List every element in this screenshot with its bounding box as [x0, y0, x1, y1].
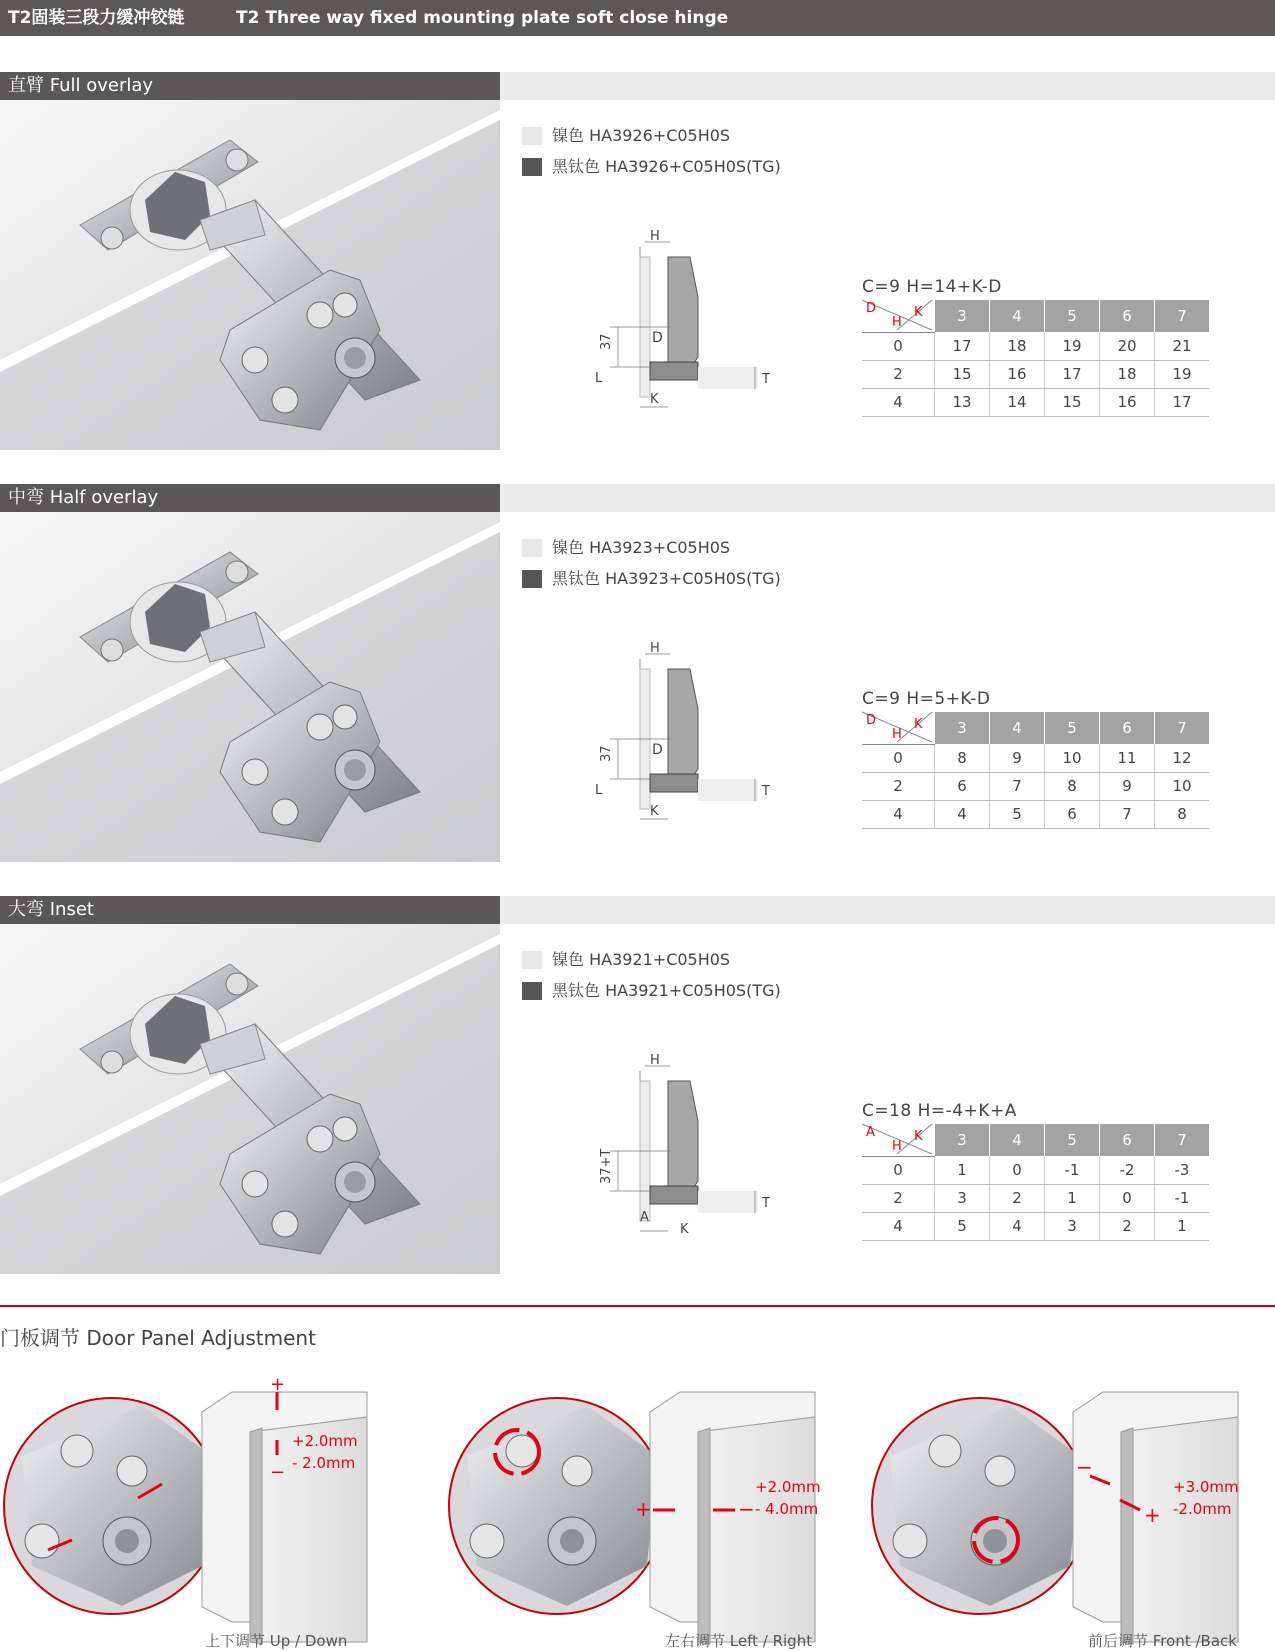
col-header: 3 [935, 1124, 990, 1156]
adjust-caption: 上下调节 Up / Down [205, 1632, 348, 1650]
label-k: K [680, 1222, 689, 1237]
row-header: 0 [862, 744, 935, 772]
label-k: K [650, 804, 659, 819]
plus-sign: + [635, 1497, 652, 1521]
adjust-illustration [445, 1380, 845, 1620]
label-h: H [650, 229, 660, 244]
table-cell: 2 [1100, 1212, 1155, 1240]
table-cell: 17 [1155, 388, 1210, 416]
table-cell: 0 [1100, 1184, 1155, 1212]
variant-nickel [522, 126, 781, 157]
table-cell: 10 [1155, 772, 1210, 800]
section-title: 大弯 Inset [0, 896, 500, 924]
col-header: 3 [935, 300, 990, 332]
adjust-up-down [0, 1374, 400, 1650]
col-header: 4 [990, 300, 1045, 332]
nickel-swatch [522, 539, 542, 557]
formula: C=9 H=14+K-D [862, 277, 1002, 297]
adjustment-title: 门板调节 Door Panel Adjustment [0, 1326, 316, 1350]
minus-value: -2.0mm [1173, 1500, 1232, 1518]
table-cell: 15 [935, 360, 990, 388]
table-row [862, 800, 1209, 828]
title-english: T2 Three way fixed mounting plate soft close hinge [236, 8, 729, 28]
row-header: 0 [862, 332, 935, 360]
adjust-caption: 左右调节 Left / Right [665, 1632, 813, 1650]
nickel-swatch [522, 127, 542, 145]
section-title-rule [500, 72, 1275, 100]
label-a: A [640, 1210, 649, 1225]
spec-table [862, 712, 1209, 829]
table-cell: 17 [1045, 360, 1100, 388]
corner-label-h: H [892, 1139, 902, 1154]
nickel-swatch [522, 951, 542, 969]
table-cell: 11 [1100, 744, 1155, 772]
minus-sign: − [738, 1497, 755, 1521]
label-t: T [762, 372, 770, 387]
table-cell: 13 [935, 388, 990, 416]
col-header: 4 [990, 1124, 1045, 1156]
table-row [862, 360, 1209, 388]
table-cell: 5 [990, 800, 1045, 828]
corner-label-k: K [914, 1129, 923, 1144]
formula: C=9 H=5+K-D [862, 689, 991, 709]
dimension-diagram [590, 229, 800, 437]
table-cell: 14 [990, 388, 1045, 416]
table-cell: 1 [935, 1156, 990, 1184]
table-cell: 21 [1155, 332, 1210, 360]
corner-label-k: K [914, 717, 923, 732]
row-header: 2 [862, 772, 935, 800]
row-header: 4 [862, 388, 935, 416]
minus-value: - 4.0mm [755, 1500, 819, 1518]
hinge-photo [0, 512, 500, 862]
row-header: 4 [862, 800, 935, 828]
table-cell: -1 [1045, 1156, 1100, 1184]
row-header: 2 [862, 1184, 935, 1212]
table-cell: 17 [935, 332, 990, 360]
variant-nickel [522, 538, 781, 569]
variant-label: 黑钛色 HA3921+C05H0S(TG) [552, 981, 781, 1000]
table-cell: 4 [935, 800, 990, 828]
col-header: 5 [1045, 712, 1100, 744]
row-header: 2 [862, 360, 935, 388]
table-row [862, 1156, 1209, 1184]
table-cell: 7 [1100, 800, 1155, 828]
table-cell: 6 [1045, 800, 1100, 828]
label-h: H [650, 1053, 660, 1068]
variant-label: 黑钛色 HA3926+C05H0S(TG) [552, 157, 781, 176]
label-l: L [595, 783, 603, 798]
title-chinese: T2固装三段力缓冲铰链 [8, 8, 185, 28]
corner-label-h: H [892, 727, 902, 742]
col-header: 4 [990, 712, 1045, 744]
table-cell: 9 [990, 744, 1045, 772]
minus-sign: − [270, 1462, 286, 1483]
dimension-diagram [590, 1053, 800, 1261]
table-cell: 12 [1155, 744, 1210, 772]
table-cell: 19 [1045, 332, 1100, 360]
table-cell: 19 [1155, 360, 1210, 388]
variant-label: 镍色 HA3926+C05H0S [552, 126, 731, 145]
section-title-rule [500, 896, 1275, 924]
variant-list [522, 950, 781, 1012]
table-cell: -1 [1155, 1184, 1210, 1212]
section-title-rule [500, 484, 1275, 512]
adjust-illustration [868, 1380, 1268, 1620]
table-corner [862, 712, 935, 744]
minus-value: - 2.0mm [292, 1454, 356, 1472]
table-cell: 16 [1100, 388, 1155, 416]
col-header: 7 [1155, 1124, 1210, 1156]
hinge-photo [0, 100, 500, 450]
label-l: L [595, 371, 603, 386]
col-header: 3 [935, 712, 990, 744]
label-vertical: 37 [599, 333, 614, 350]
black-titanium-swatch [522, 158, 542, 176]
label-t: T [762, 1196, 770, 1211]
table-corner [862, 300, 935, 332]
col-header: 6 [1100, 712, 1155, 744]
corner-label-a: A [866, 1125, 875, 1140]
table-cell: 1 [1045, 1184, 1100, 1212]
table-cell: -2 [1100, 1156, 1155, 1184]
col-header: 7 [1155, 712, 1210, 744]
section-divider [0, 1305, 1275, 1307]
black-titanium-swatch [522, 570, 542, 588]
col-header: 5 [1045, 1124, 1100, 1156]
row-header: 4 [862, 1212, 935, 1240]
adjust-illustration [0, 1374, 400, 1620]
variant-list [522, 126, 781, 188]
variant-label: 镍色 HA3921+C05H0S [552, 950, 731, 969]
plus-value: +2.0mm [755, 1478, 821, 1496]
label-t: T [762, 784, 770, 799]
table-row [862, 772, 1209, 800]
table-row [862, 1184, 1209, 1212]
table-cell: 3 [1045, 1212, 1100, 1240]
table-cell: 4 [990, 1212, 1045, 1240]
variant-label: 镍色 HA3923+C05H0S [552, 538, 731, 557]
table-cell: 9 [1100, 772, 1155, 800]
adjust-front-back [868, 1380, 1268, 1650]
table-cell: 8 [935, 744, 990, 772]
variant-black-titanium [522, 981, 781, 1012]
table-cell: -3 [1155, 1156, 1210, 1184]
hinge-photo [0, 924, 500, 1274]
label-vertical: 37+T [599, 1148, 614, 1184]
section-full-overlay [0, 72, 1275, 450]
label-h: H [650, 641, 660, 656]
black-titanium-swatch [522, 982, 542, 1000]
table-cell: 16 [990, 360, 1045, 388]
table-cell: 1 [1155, 1212, 1210, 1240]
dimension-diagram [590, 641, 800, 849]
table-cell: 0 [990, 1156, 1045, 1184]
corner-label-h: H [892, 315, 902, 330]
section-inset [0, 896, 1275, 1274]
table-row [862, 1212, 1209, 1240]
table-cell: 8 [1045, 772, 1100, 800]
table-cell: 3 [935, 1184, 990, 1212]
section-half-overlay [0, 484, 1275, 862]
variant-black-titanium [522, 569, 781, 600]
table-cell: 15 [1045, 388, 1100, 416]
plus-value: +3.0mm [1173, 1478, 1239, 1496]
adjust-left-right [445, 1380, 845, 1650]
table-cell: 7 [990, 772, 1045, 800]
plus-value: +2.0mm [292, 1432, 358, 1450]
corner-label-d: D [866, 713, 877, 728]
page-header [0, 0, 1275, 36]
col-header: 6 [1100, 300, 1155, 332]
table-row [862, 744, 1209, 772]
spec-table [862, 300, 1209, 417]
spec-table [862, 1124, 1209, 1241]
col-header: 5 [1045, 300, 1100, 332]
variant-list [522, 538, 781, 600]
table-cell: 18 [990, 332, 1045, 360]
table-cell: 8 [1155, 800, 1210, 828]
variant-nickel [522, 950, 781, 981]
label-d: D [652, 330, 663, 346]
label-vertical: 37 [599, 745, 614, 762]
label-k: K [650, 392, 659, 407]
corner-label-k: K [914, 305, 923, 320]
formula: C=18 H=-4+K+A [862, 1101, 1017, 1121]
table-cell: 18 [1100, 360, 1155, 388]
section-title: 直臂 Full overlay [0, 72, 500, 100]
variant-label: 黑钛色 HA3923+C05H0S(TG) [552, 569, 781, 588]
col-header: 6 [1100, 1124, 1155, 1156]
table-cell: 5 [935, 1212, 990, 1240]
table-cell: 2 [990, 1184, 1045, 1212]
table-cell: 6 [935, 772, 990, 800]
col-header: 7 [1155, 300, 1210, 332]
adjust-caption: 前后调节 Front /Back [1088, 1632, 1237, 1650]
minus-sign: − [1076, 1455, 1093, 1479]
table-cell: 20 [1100, 332, 1155, 360]
plus-sign: + [270, 1374, 286, 1395]
plus-sign: + [1144, 1503, 1161, 1527]
label-d: D [652, 742, 663, 758]
section-title: 中弯 Half overlay [0, 484, 500, 512]
corner-label-d: D [866, 301, 877, 316]
table-cell: 10 [1045, 744, 1100, 772]
table-corner [862, 1124, 935, 1156]
variant-black-titanium [522, 157, 781, 188]
row-header: 0 [862, 1156, 935, 1184]
table-row [862, 388, 1209, 416]
table-row [862, 332, 1209, 360]
